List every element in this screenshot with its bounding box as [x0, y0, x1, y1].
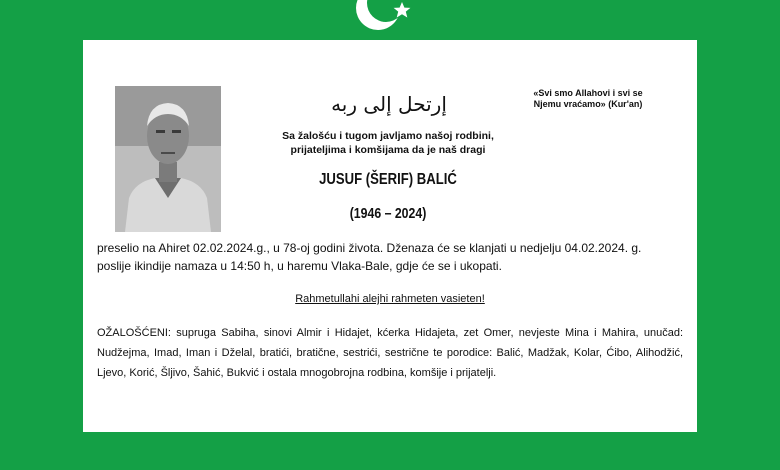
blessing-text: Rahmetullahi alejhi rahmeten vasieten! — [295, 293, 485, 305]
deceased-name: JUSUF (ŠERIF) BALIĆ — [319, 171, 457, 188]
portrait-photo — [115, 86, 221, 232]
obituary-card — [83, 40, 697, 432]
quote-line-2: Njemu vraćamo» (Kur'an) — [533, 99, 643, 109]
crescent-star-icon — [340, 0, 440, 34]
quote-line-1: «Svi smo Allahovi i svi se — [533, 88, 643, 98]
arabic-calligraphy: إرتحل إلى ربه — [331, 92, 447, 116]
intro-line-2: prijateljima i komšijama da je naš dragi — [290, 144, 486, 156]
announcement-intro — [253, 129, 523, 157]
details-line-1: preselio na Ahiret 02.02.2024.g., u 78-oj godini života. Dženaza će se klanjati u nedjelju 04.02.2024. g. — [97, 241, 642, 255]
mourners-list: OŽALOŠĆENI: supruga Sabiha, sinovi Almir i Hidajet, kćerka Hidajeta, zet Omer, nevjeste Mina i Mahira, unučad: Nudžejma, Imad, Iman i Dželal, bratići, bratične, sestrići, sestrične te porodice: Balić, Madžak, Kolar, Ćibo, Alihodžić, Ljevo, Korić, Šljivo, Šahić, Bukvić i ostala mnogobrojna rodbina, komšije i prijatelji. — [97, 327, 683, 379]
details-line-2: poslije ikindije namaza u 14:50 h, u haremu Vlaka-Bale, gdje će se i ukopati. — [97, 259, 502, 273]
intro-line-1: Sa žalošću i tugom javljamo našoj rodbini, — [282, 130, 494, 142]
quran-quote — [513, 88, 663, 110]
deceased-years: (1946 – 2024) — [349, 205, 427, 222]
funeral-details — [97, 239, 683, 275]
